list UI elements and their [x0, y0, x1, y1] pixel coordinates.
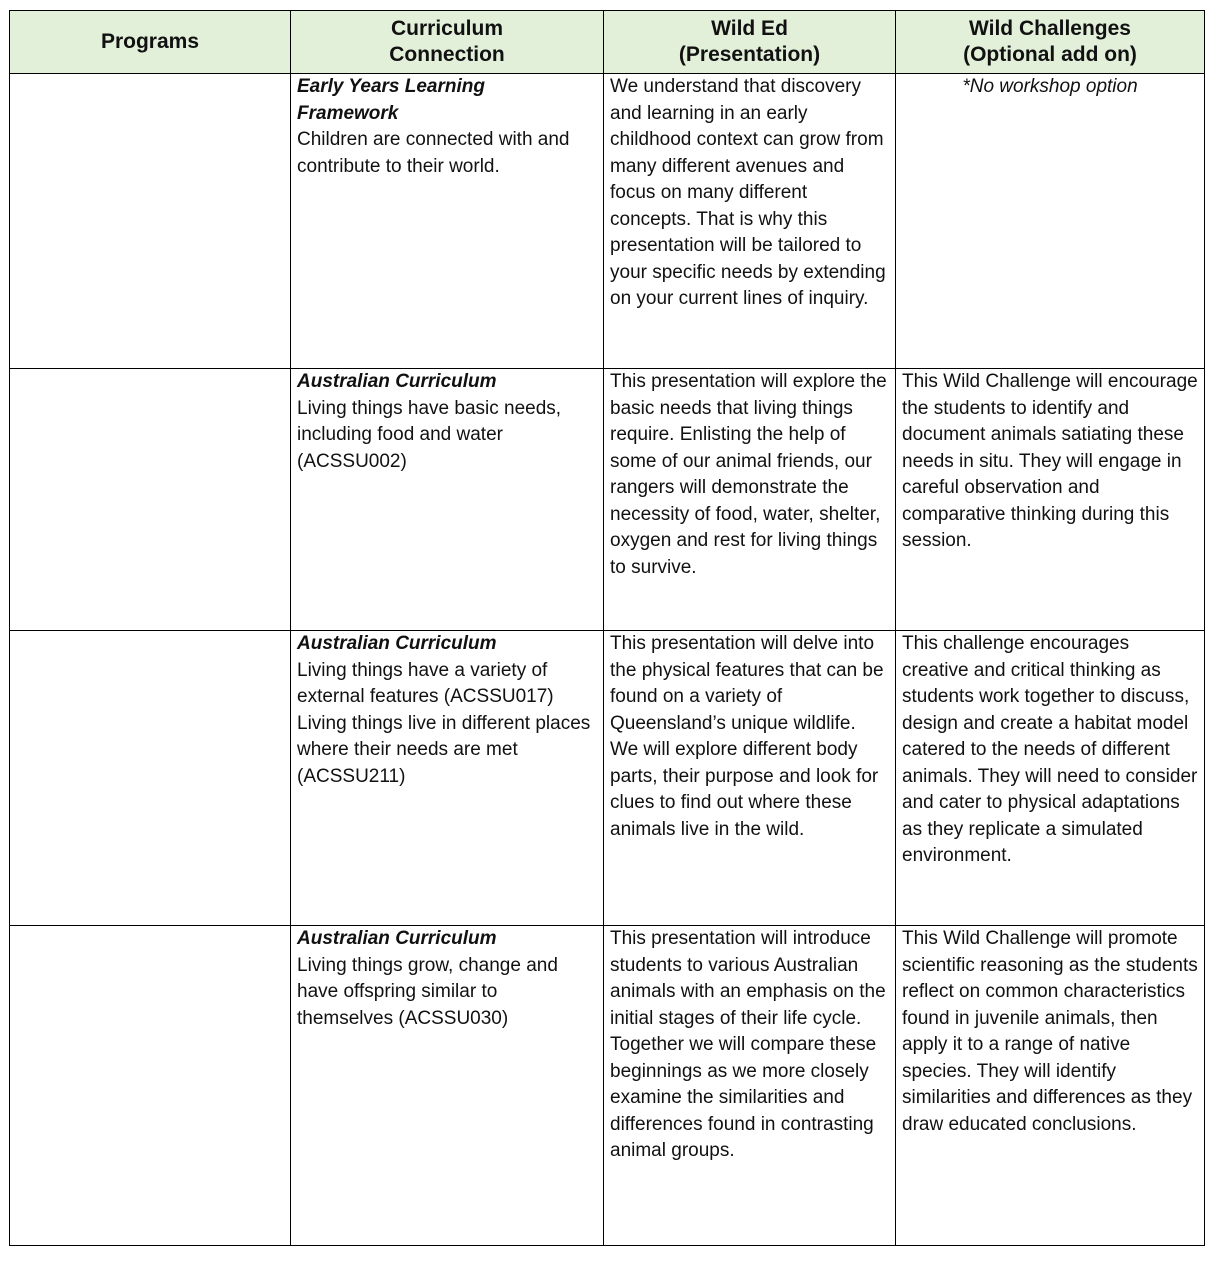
curriculum-cell: [291, 631, 604, 926]
curriculum-text-2: Living things live in different places where their needs are met (ACSSU211): [297, 712, 591, 787]
curriculum-heading-line1: Early Years Learning: [297, 76, 485, 97]
challenge-text: This Wild Challenge will promote scientific reasoning as the students reflect on common characteristics found in juvenile animals, then apply it to a range of native species. They will identify similarities and differences as they draw educated conclusions.: [902, 928, 1198, 1135]
wild-ed-cell: [604, 74, 896, 369]
program-row-basic-needs: [10, 369, 1205, 631]
curriculum-heading: Australian Curriculum: [297, 633, 497, 654]
wild-ed-cell: [604, 631, 896, 926]
challenge-cell: [896, 926, 1205, 1246]
header-curriculum: [291, 11, 604, 74]
curriculum-heading: [297, 74, 597, 127]
header-wild-ed-line1: Wild Ed: [711, 17, 788, 40]
header-programs: [10, 11, 291, 74]
program-image-cell: [10, 369, 291, 631]
curriculum-cell: [291, 926, 604, 1246]
header-challenges-line1: Wild Challenges: [968, 17, 1131, 40]
challenge-cell: [896, 74, 1205, 369]
header-wild-ed-line2: (Presentation): [678, 43, 821, 66]
program-row-animal-offspring: [10, 926, 1205, 1246]
curriculum-heading: Australian Curriculum: [297, 371, 497, 392]
header-programs-label: Programs: [100, 30, 200, 53]
header-wild-challenges: [896, 11, 1205, 74]
curriculum-text: Living things have a variety of external features (ACSSU017): [297, 659, 554, 707]
challenge-text: This Wild Challenge will encourage the students to identify and document animals satiating these needs in situ. They will engage in careful observation and comparative thinking during this session.: [902, 371, 1198, 551]
wild-ed-text: This presentation will introduce students to various Australian animals with an emphasis on the initial stages of their life cycle. Together we will compare these beginnings as we more closely examine the similarities and differences found in contrasting animal groups.: [610, 928, 886, 1161]
wild-ed-cell: [604, 926, 896, 1246]
wild-ed-text: We understand that discovery and learning in an early childhood context can grow from many different avenues and focus on many different concepts. That is why this presentation will be tailored to your specific needs by extending on your current lines of inquiry.: [610, 76, 886, 309]
header-challenges-line2: (Optional add on): [963, 43, 1137, 66]
program-image-cell: [10, 631, 291, 926]
wild-ed-text: This presentation will explore the basic needs that living things require. Enlisting the help of some of our animal friends, our rangers will demonstrate the necessity of food, water, shelter, oxygen and rest for living things to survive.: [610, 371, 887, 578]
challenge-text: This challenge encourages creative and critical thinking as students work together to discuss, design and create a habitat model catered to the needs of different animals. They will need to consider and cater to physical adaptations as they replicate a simulated environment.: [902, 633, 1198, 866]
challenge-cell: [896, 631, 1205, 926]
program-row-fur-feathers: [10, 631, 1205, 926]
curriculum-text: Living things have basic needs, including food and water (ACSSU002): [297, 397, 562, 472]
wild-ed-cell: [604, 369, 896, 631]
programs-table: [9, 10, 1205, 1246]
header-curriculum-line1: Curriculum: [390, 17, 503, 40]
header-row: [10, 11, 1205, 74]
program-image-cell: [10, 926, 291, 1246]
program-row-connectedness: [10, 74, 1205, 369]
curriculum-cell: [291, 74, 604, 369]
curriculum-heading: Australian Curriculum: [297, 928, 497, 949]
curriculum-text: Living things grow, change and have offspring similar to themselves (ACSSU030): [297, 954, 558, 1029]
program-image-cell: [10, 74, 291, 369]
header-wild-ed: [604, 11, 896, 74]
header-curriculum-line2: Connection: [389, 43, 505, 66]
wild-ed-text: This presentation will delve into the physical features that can be found on a variety of Queensland’s unique wildlife. We will explore different body parts, their purpose and look for clues to find out where these animals live in the wild.: [610, 633, 884, 840]
curriculum-cell: [291, 369, 604, 631]
curriculum-heading-line2: Framework: [297, 102, 399, 124]
challenge-text: *No workshop option: [962, 76, 1138, 97]
challenge-cell: [896, 369, 1205, 631]
curriculum-text: Children are connected with and contribute to their world.: [297, 129, 570, 177]
